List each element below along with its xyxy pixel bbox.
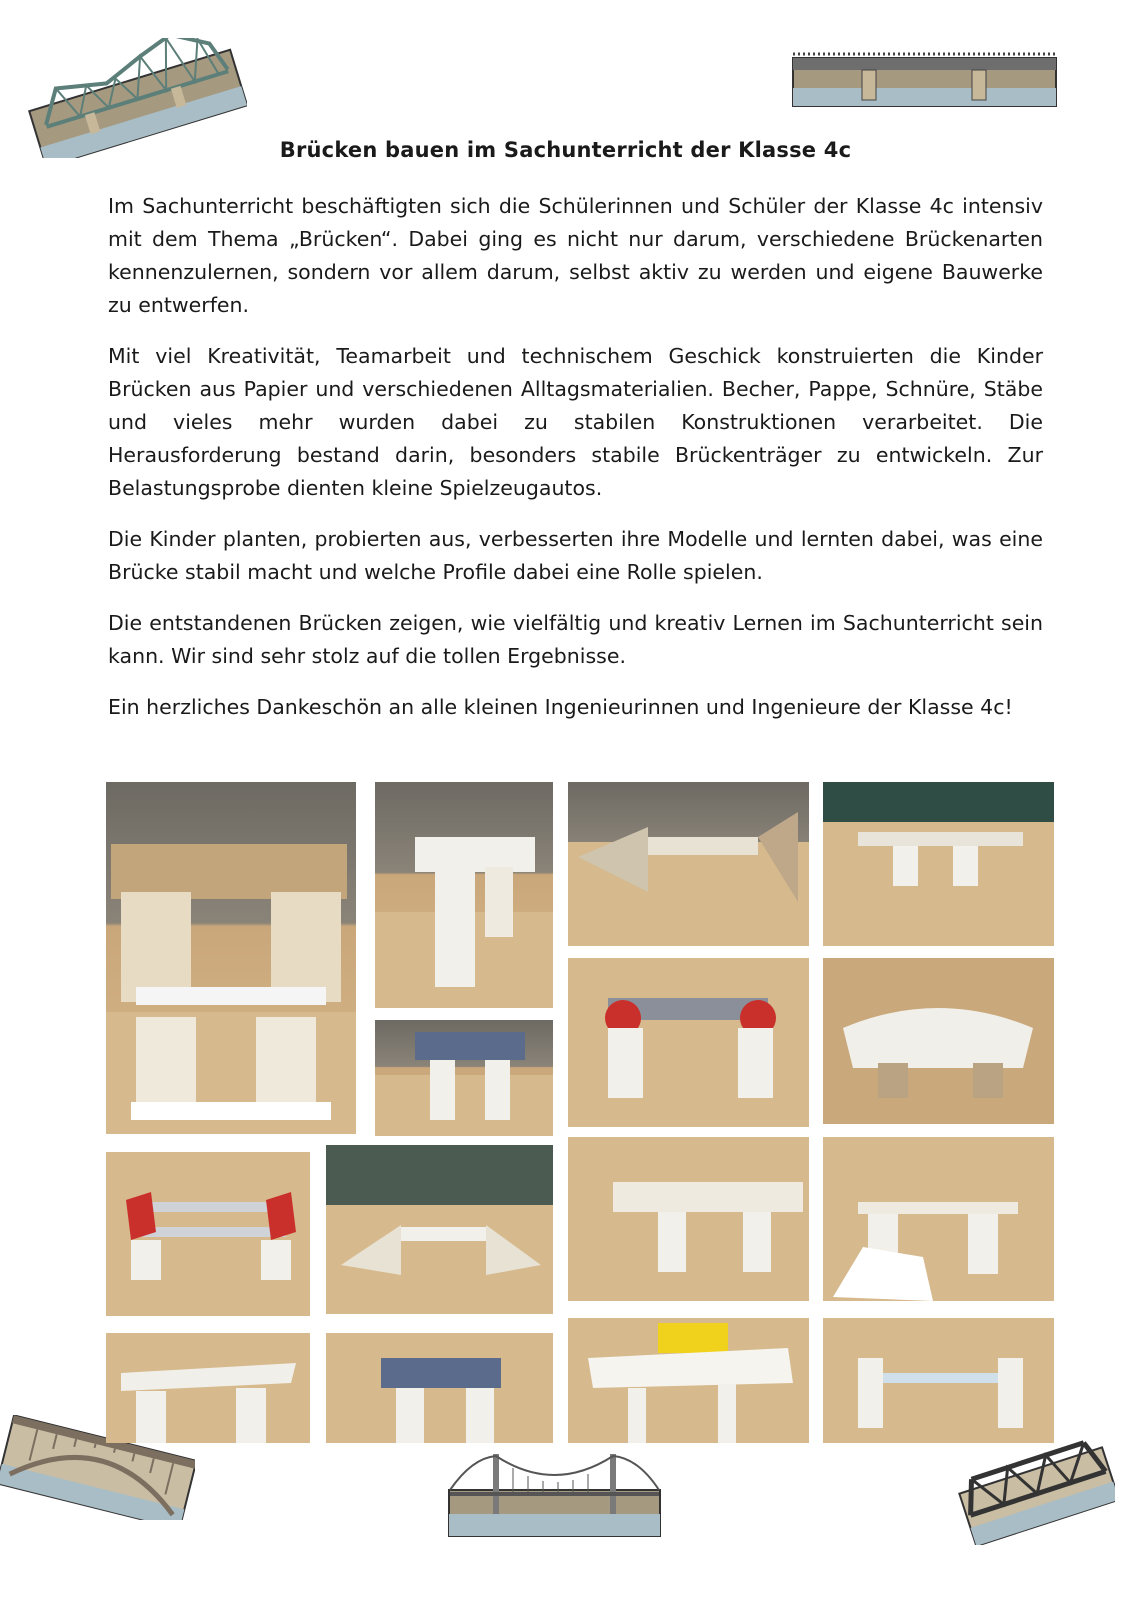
paragraph: Mit viel Kreativität, Teamarbeit und technischem Geschick konstruierten die Kinder Brücken aus Papier und verschiedenen Alltagsmaterialien. Becher, Pappe, Schnüre, Stäbe und vieles mehr wurden dabei zu stabilen Konstruktionen verarbeitet. Die Herausforderung bestand darin, besonders stabile Brückenträger zu entwickeln. Zur Belastungsprobe dienten kleine Spielzeugautos. <box>108 344 1043 500</box>
beam-bridge-illustration <box>792 50 1057 108</box>
bridge-photo <box>568 958 809 1127</box>
bridge-photo <box>326 1333 553 1443</box>
paragraph: Im Sachunterricht beschäftigten sich die Schülerinnen und Schüler der Klasse 4c intensiv mit dem Thema „Brücken“. Dabei ging es nicht nur darum, verschiedene Brückenarten kennenzulernen, sondern vor allem darum, selbst aktiv zu werden und eigene Bauwerke zu entwerfen. <box>108 194 1043 317</box>
bridge-photo <box>823 1137 1054 1301</box>
steel-truss-bridge-illustration <box>955 1430 1115 1545</box>
paragraph: Die entstandenen Brücken zeigen, wie vielfältig und kreativ Lernen im Sachunterricht sein kann. Wir sind sehr stolz auf die tollen Ergebnisse. <box>108 611 1043 668</box>
bridge-photo <box>568 1137 809 1301</box>
paragraph: Die Kinder planten, probierten aus, verbesserten ihre Modelle und lernten dabei, was eine Brücke stabil macht und welche Profile dabei eine Rolle spielen. <box>108 527 1043 584</box>
bridge-photo <box>106 1152 310 1316</box>
article-body <box>108 190 1043 742</box>
bridge-photo <box>823 958 1054 1124</box>
bridge-photo <box>823 782 1054 946</box>
page-title: Brücken bauen im Sachunterricht der Klasse 4c <box>279 138 852 162</box>
bridge-photo <box>326 1145 553 1314</box>
bridge-photo <box>375 782 553 1008</box>
bridge-photo <box>568 1318 809 1443</box>
bridge-photo <box>823 1318 1054 1443</box>
bridge-photo <box>568 782 809 946</box>
bridge-photo <box>106 1333 310 1443</box>
bridge-photo <box>375 1020 553 1136</box>
paragraph: Ein herzliches Dankeschön an alle kleinen Ingenieurinnen und Ingenieure der Klasse 4c! <box>108 695 1013 719</box>
suspension-bridge-illustration <box>448 1450 661 1538</box>
bridge-photo <box>106 782 356 1134</box>
